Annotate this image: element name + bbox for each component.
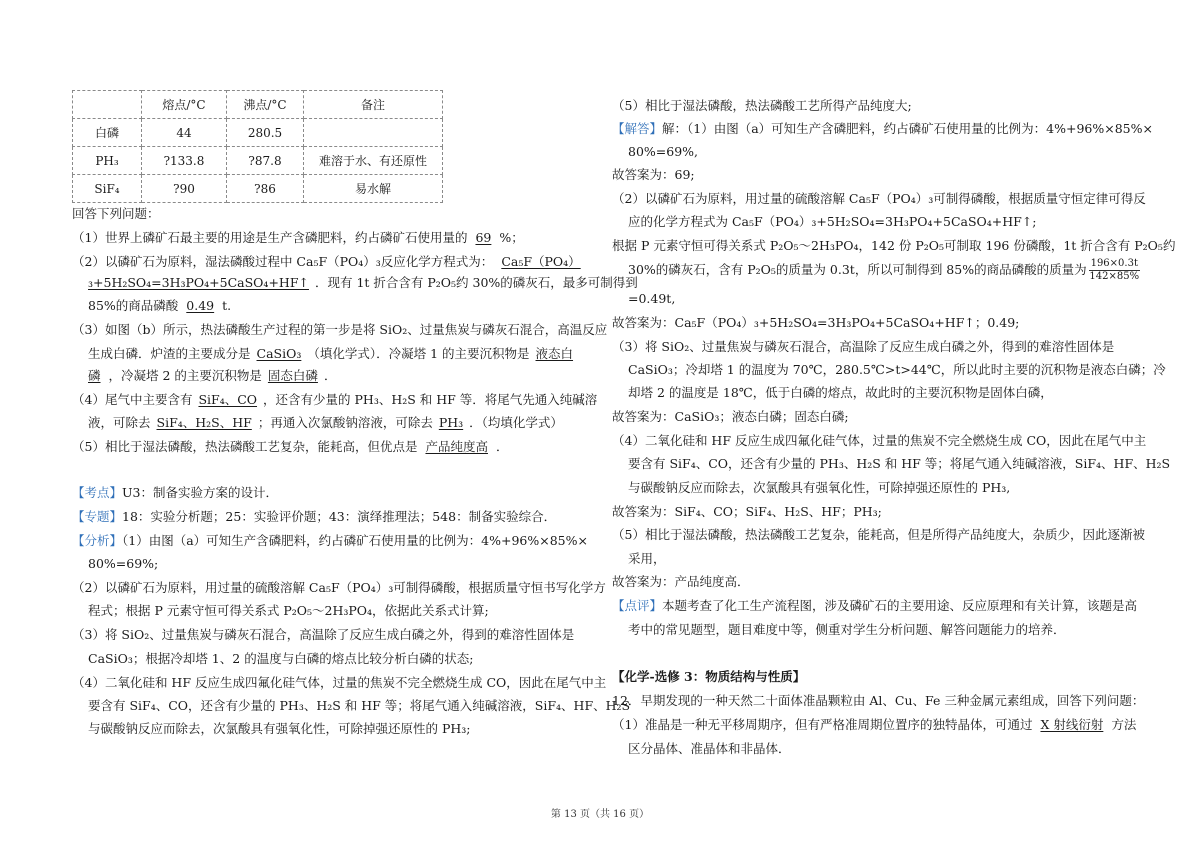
question-12-1-line1 <box>612 716 1136 734</box>
question-3-line2 <box>88 345 573 363</box>
answer-blank: 固态白磷 <box>267 368 318 383</box>
answer-blank: 0.49 <box>186 298 215 313</box>
question-2-line1 <box>72 253 581 271</box>
question-text: 生成白磷．炉渣的主要成分是 <box>88 346 251 361</box>
question-4-line1 <box>72 391 597 409</box>
question-2-line3 <box>88 297 231 315</box>
fenxi-line4: 程式；根据 P 元素守恒可得关系式 P₂O₅～2H₃PO₄，依据此关系式计算; <box>88 603 489 618</box>
question-text: ．（均填化学式） <box>469 415 563 430</box>
answer-blank: Ca₅F（PO₄） <box>501 254 581 269</box>
answer-line-r9: =0.49t, <box>628 291 676 306</box>
question-text: t. <box>222 298 232 313</box>
answer-line-r1: （5）相比于湿法磷酸，热法磷酸工艺所得产品纯度大; <box>612 98 912 113</box>
table-cell: 易水解 <box>304 175 443 203</box>
question-intro: 回答下列问题： <box>72 206 160 221</box>
question-text: ． <box>323 368 337 383</box>
fenxi-line1 <box>72 532 588 550</box>
answer-blank: SiF₄、H₂S、HF <box>156 415 252 430</box>
question-text: ．现有 1t 折合含有 P₂O₅约 30%的磷灰石，最多可制得到 <box>314 275 638 290</box>
answer-blank: 69 <box>475 230 492 245</box>
table-cell: ?86 <box>227 175 304 203</box>
answer-line-r4: 故答案为：69; <box>612 167 695 182</box>
fenxi-line3: （2）以磷矿石为原料，用过量的硫酸溶解 Ca₅F（PO₄）₃可制得磷酸，根据质量守恒书写化学方 <box>72 580 606 595</box>
answer-line-r14: 故答案为：CaSiO₃；液态白磷；固态白磷; <box>612 409 849 424</box>
question-text: （1）准晶是一种无平移周期序，但有严格准周期位置序的独特晶体，可通过 <box>612 717 1033 732</box>
zhuanti-line <box>72 508 556 526</box>
table-header-cell: 熔点/°C <box>142 91 227 119</box>
answer-line-r19: （5）相比于湿法磷酸，热法磷酸工艺复杂，能耗高，但是所得产品纯度大，杂质少，因此逐渐被 <box>612 527 1145 542</box>
answer-text: 30%的磷灰石，含有 P₂O₅的质量为 0.3t，所以可制得到 85%的商品磷酸的质量为 <box>628 262 1087 277</box>
properties-table <box>72 90 443 203</box>
fraction <box>1089 258 1140 283</box>
fenxi-line7: （4）二氧化硅和 HF 反应生成四氟化硅气体，过量的焦炭不完全燃烧生成 CO，因此在尾气中主 <box>72 675 607 690</box>
question-12: 12．早期发现的一种天然二十面体准晶颗粒由 Al、Cu、Fe 三种金属元素组成，回答下列问题： <box>612 693 1145 708</box>
question-text: （1）世界上磷矿石最主要的用途是生产含磷肥料，约占磷矿石使用量的 <box>72 230 468 245</box>
answer-line-r5: （2）以磷矿石为原料，用过量的硫酸溶解 Ca₅F（PO₄）₃可制得磷酸，根据质量守恒定律可得反 <box>612 191 1146 206</box>
answer-line-r6: 应的化学方程式为 Ca₅F（PO₄）₃+5H₂SO₄=3H₃PO₄+5CaSO₄+HF↑; <box>628 214 1037 229</box>
fraction-numerator: 196×0.3t <box>1090 258 1138 269</box>
fraction-denominator: 142×85% <box>1089 271 1140 282</box>
jieda-tag: 【解答】 <box>612 121 663 136</box>
question-text: ；再通入次氯酸钠溶液，可除去 <box>257 415 433 430</box>
answer-line-r10: 故答案为：Ca₅F（PO₄）₃+5H₂SO₄=3H₃PO₄+5CaSO₄+HF↑；0.49; <box>612 315 1020 330</box>
answer-line-r17: 与碳酸钠反应而除去，次氯酸具有强氧化性，可除掉强还原性的 PH₃, <box>628 480 1011 495</box>
answer-blank: CaSiO₃ <box>256 346 302 361</box>
dianping-line2: 考中的常见题型，题目难度中等，侧重对学生分析问题、解答问题能力的培养． <box>628 622 1066 637</box>
answer-blank: 液态白 <box>535 346 574 361</box>
question-text: ． <box>495 439 509 454</box>
fenxi-text: （1）由图（a）可知生产含磷肥料，约占磷矿石使用量的比例为：4%+96%×85%× <box>122 533 588 548</box>
answer-line-r18: 故答案为：SiF₄、CO；SiF₄、H₂S、HF；PH₃; <box>612 504 882 519</box>
table-header-row <box>73 91 443 119</box>
question-text: （2）以磷矿石为原料，湿法磷酸过程中 Ca₅F（PO₄）₃反应化学方程式为： <box>72 254 494 269</box>
question-text: ，冷凝塔 2 的主要沉积物是 <box>108 368 262 383</box>
jieda-text: 解：（1）由图（a）可知生产含磷肥料，约占磷矿石使用量的比例为：4%+96%×85%× <box>662 121 1153 136</box>
table-row <box>73 119 443 147</box>
page-footer: 第 13 页（共 16 页） <box>550 809 650 820</box>
answer-line-r20: 采用， <box>628 551 666 566</box>
question-3-line3 <box>88 367 336 385</box>
section-heading: 【化学-选修 3：物质结构与性质】 <box>612 669 806 684</box>
table-cell: SiF₄ <box>73 175 142 203</box>
question-text: （5）相比于湿法磷酸，热法磷酸工艺复杂，能耗高，但优点是 <box>72 439 418 454</box>
table-cell: 难溶于水、有还原性 <box>304 147 443 175</box>
fenxi-line2: 80%=69%; <box>88 556 159 571</box>
answer-line-r21: 故答案为：产品纯度高． <box>612 574 750 589</box>
table-cell: 白磷 <box>73 119 142 147</box>
table-cell: 44 <box>142 119 227 147</box>
dianping-line1 <box>612 597 1137 615</box>
fenxi-line5: （3）将 SiO₂、过量焦炭与磷灰石混合，高温除了反应生成白磷之外，得到的难溶性固体是 <box>72 627 575 642</box>
table-cell <box>304 119 443 147</box>
question-text: 85%的商品磷酸 <box>88 298 179 313</box>
question-2-line2 <box>88 274 638 292</box>
answer-blank: X 射线衍射 <box>1040 717 1104 732</box>
fenxi-tag: 【分析】 <box>72 533 123 548</box>
question-4-line2 <box>88 414 563 432</box>
answer-line-r8 <box>628 258 1142 283</box>
question-3-line1: （3）如图（b）所示，热法磷酸生产过程的第一步是将 SiO₂、过量焦炭与磷灰石混合，高温反应 <box>72 322 608 337</box>
kaodian-line <box>72 484 278 502</box>
table-cell: ?90 <box>142 175 227 203</box>
dianping-text: 本题考查了化工生产流程图，涉及磷矿石的主要用途、反应原理和有关计算，该题是高 <box>662 598 1138 613</box>
question-12-1-line2: 区分晶体、准晶体和非晶体． <box>628 741 791 756</box>
answer-line-r7: 根据 P 元素守恒可得关系式 P₂O₅～2H₃PO₄，142 份 P₂O₅可制取 196 份磷酸，1t 折合含有 P₂O₅约 <box>612 238 1176 253</box>
answer-blank: 产品纯度高 <box>425 439 488 454</box>
answer-blank: PH₃ <box>438 415 464 430</box>
question-5 <box>72 438 509 456</box>
fenxi-line8: 要含有 SiF₄、CO，还含有少量的 PH₃、H₂S 和 HF 等；将尾气通入纯碱溶液，SiF₄、HF、H₂S <box>88 698 631 713</box>
table-row <box>73 147 443 175</box>
question-text: （填化学式）．冷凝塔 1 的主要沉积物是 <box>307 346 530 361</box>
question-1 <box>72 229 524 247</box>
answer-line-r12: CaSiO₃；冷却塔 1 的温度为 70℃，280.5℃>t>44℃，所以此时主要的沉积物是液态白磷；冷 <box>628 362 1166 377</box>
kaodian-text: U3：制备实验方案的设计． <box>122 485 279 500</box>
answer-line-r13: 却塔 2 的温度是 18℃，低于白磷的熔点，故此时的主要沉积物是固体白磷， <box>628 385 1053 400</box>
kaodian-tag: 【考点】 <box>72 485 123 500</box>
table-header-cell: 备注 <box>304 91 443 119</box>
table-header-cell: 沸点/°C <box>227 91 304 119</box>
fenxi-line6: CaSiO₃；根据冷却塔 1、2 的温度与白磷的熔点比较分析白磷的状态; <box>88 651 474 666</box>
question-text: 液，可除去 <box>88 415 151 430</box>
dianping-tag: 【点评】 <box>612 598 663 613</box>
fenxi-line9: 与碳酸钠反应而除去，次氯酸具有强氧化性，可除掉强还原性的 PH₃; <box>88 721 471 736</box>
zhuanti-text: 18：实验分析题；25：实验评价题；43：演绎推理法；548：制备实验综合． <box>122 509 557 524</box>
answer-line-r15: （4）二氧化硅和 HF 反应生成四氟化硅气体，过量的焦炭不完全燃烧生成 CO，因此在尾气中主 <box>612 433 1147 448</box>
table-cell: ?87.8 <box>227 147 304 175</box>
question-text: %； <box>499 230 524 245</box>
answer-blank: 磷 <box>88 368 101 383</box>
question-text: ，还含有少量的 PH₃、H₂S 和 HF 等．将尾气先通入纯碱溶 <box>263 392 598 407</box>
table-header-cell <box>73 91 142 119</box>
jieda-line <box>612 120 1153 138</box>
answer-line-r11: （3）将 SiO₂、过量焦炭与磷灰石混合，高温除了反应生成白磷之外，得到的难溶性固体是 <box>612 339 1115 354</box>
table-cell: ?133.8 <box>142 147 227 175</box>
zhuanti-tag: 【专题】 <box>72 509 123 524</box>
question-text: （4）尾气中主要含有 <box>72 392 193 407</box>
answer-line-r3: 80%=69%, <box>628 144 699 159</box>
answer-blank: ₃+5H₂SO₄=3H₃PO₄+5CaSO₄+HF↑ <box>88 275 309 290</box>
answer-blank: SiF₄、CO <box>198 392 258 407</box>
table-cell: 280.5 <box>227 119 304 147</box>
answer-line-r16: 要含有 SiF₄、CO，还含有少量的 PH₃、H₂S 和 HF 等；将尾气通入纯碱溶液，SiF₄、HF、H₂S <box>628 456 1171 471</box>
table-cell: PH₃ <box>73 147 142 175</box>
table-row <box>73 175 443 203</box>
question-text: 方法 <box>1111 717 1137 732</box>
